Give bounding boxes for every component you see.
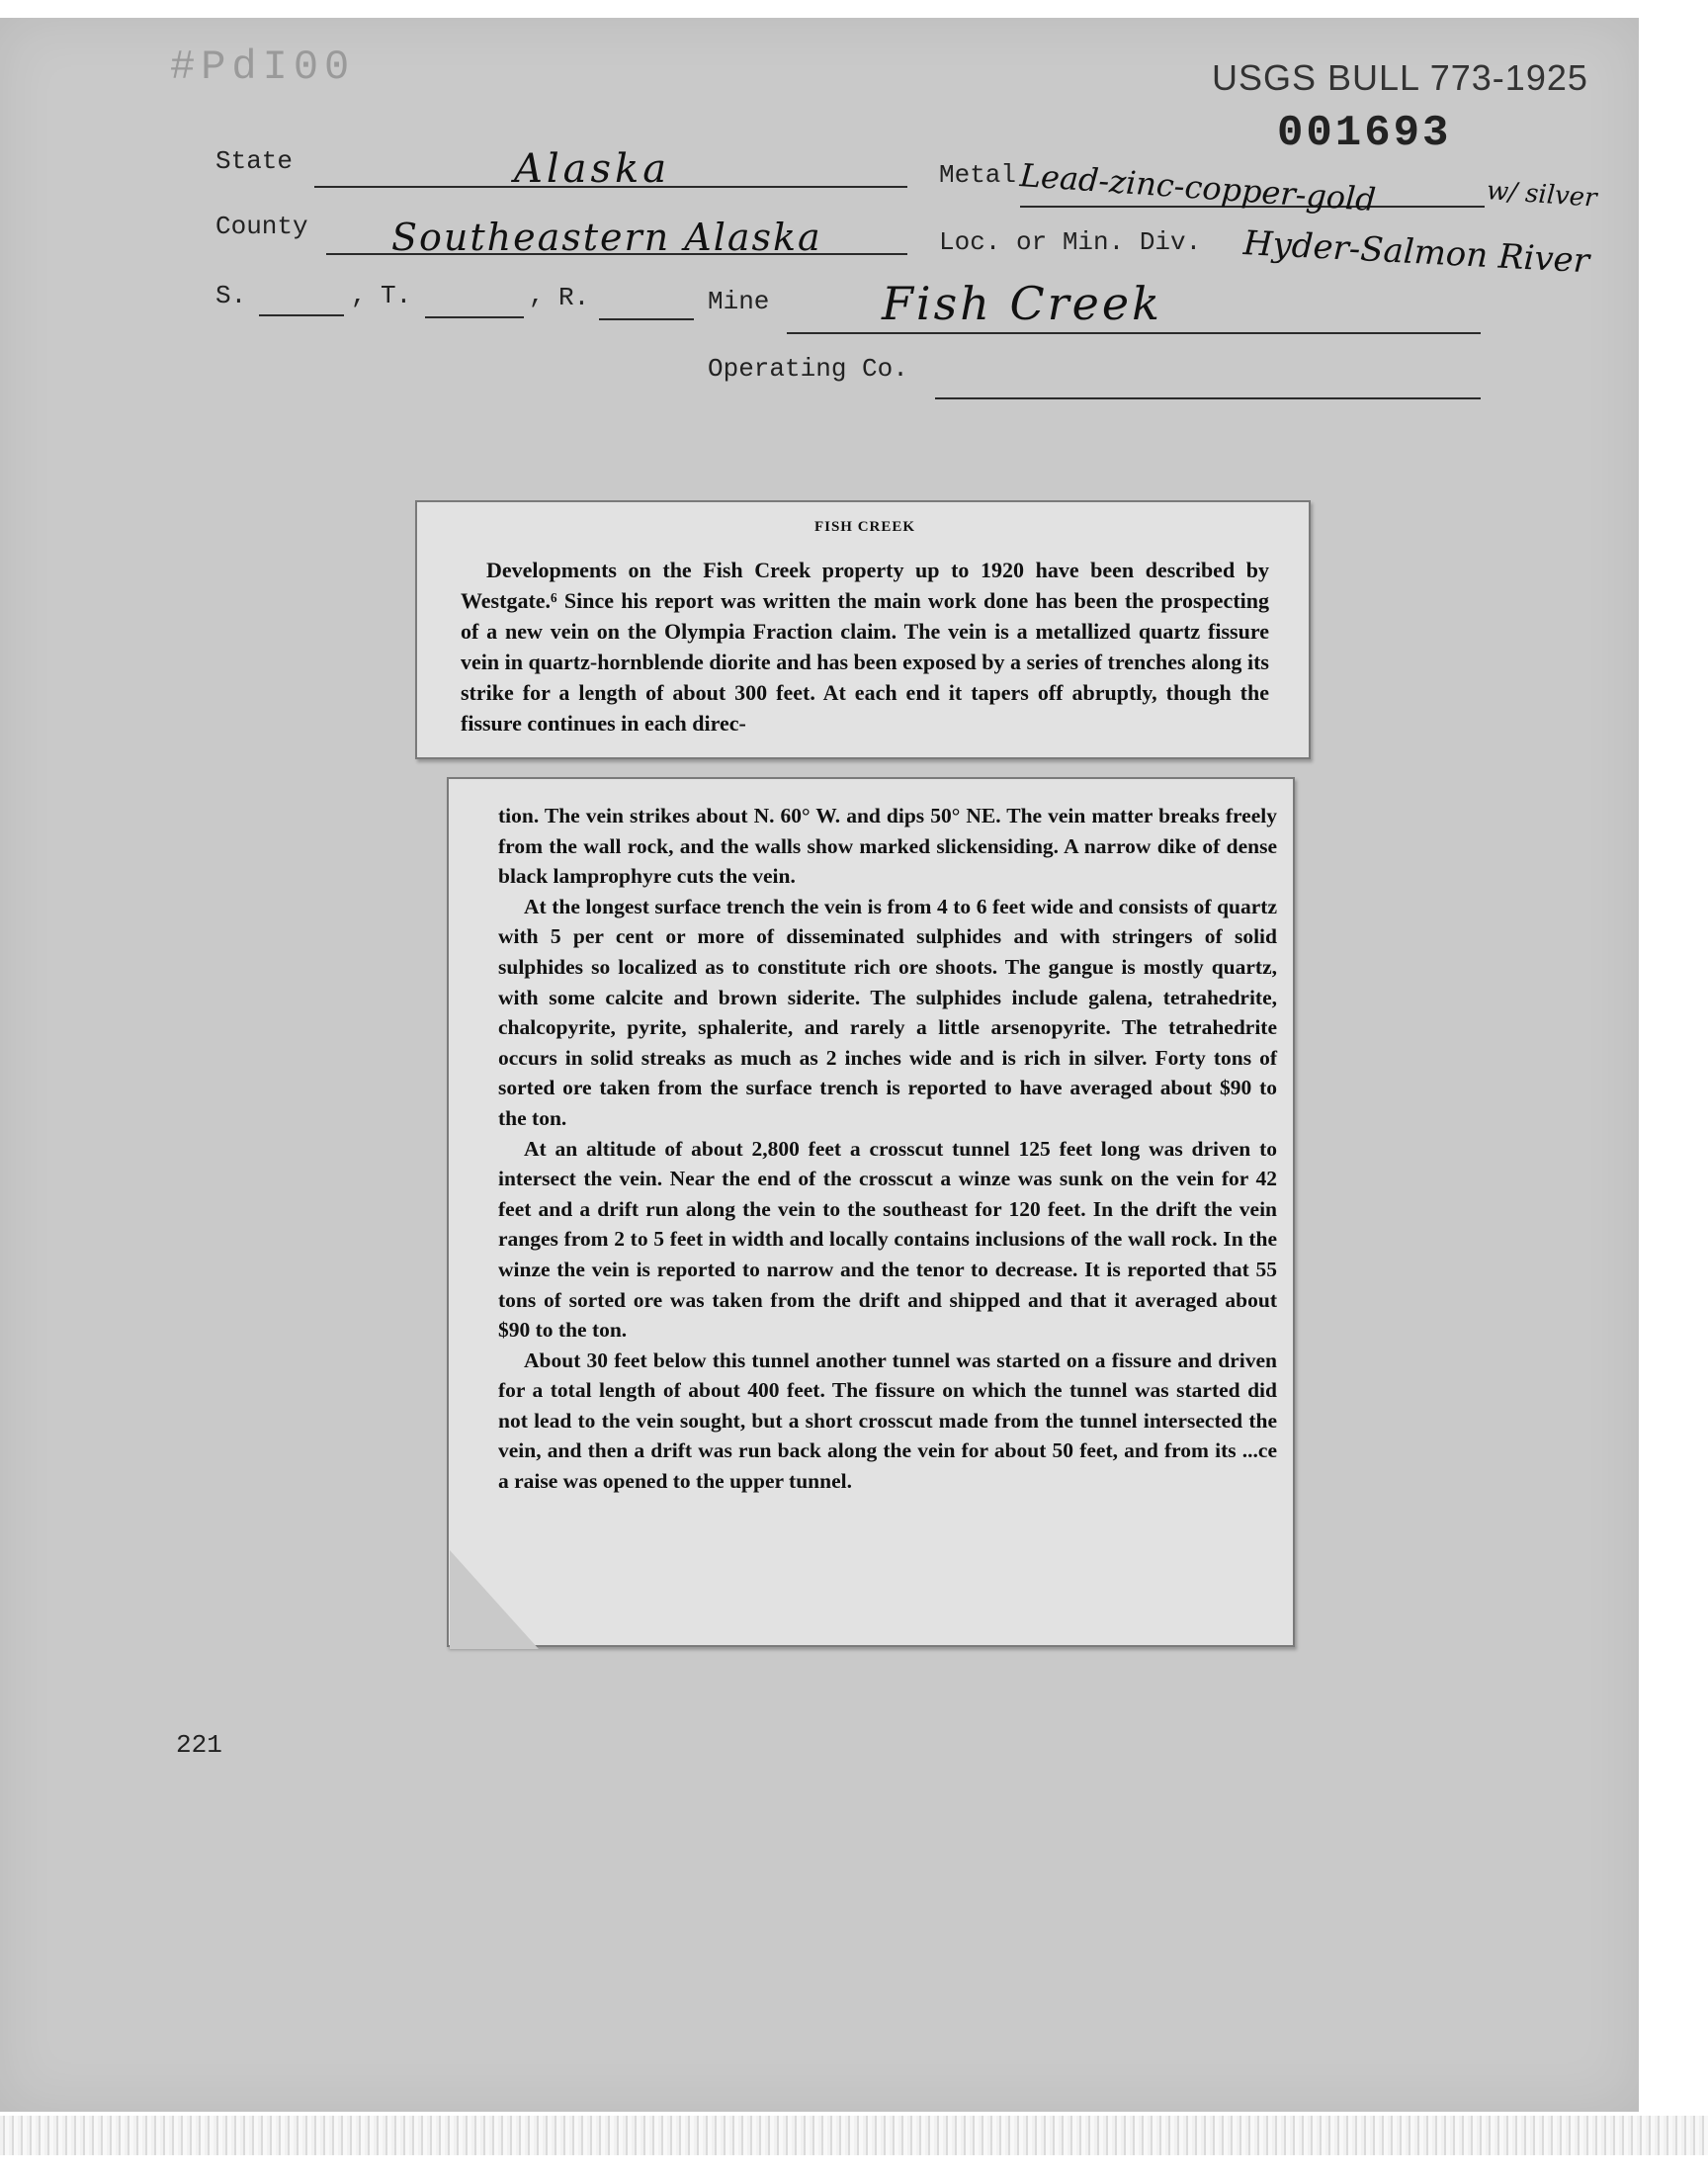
usgs-reference: USGS BULL 773-1925 <box>1212 57 1588 98</box>
metal-value: Lead-zinc-copper-gold <box>1018 156 1378 219</box>
state-value: Alaska <box>514 146 671 192</box>
clipping-paragraph-2: At the longest surface trench the vein is from 4 to 6 feet wide and consists of quartz with 5 per cent or more of disseminated sulphides and with stringers of solid sulphides so localized as to constitute rich ore shoots. The gangue is mostly quartz, with some calcite and brown siderite. The sulphides include galena, tetrahedrite, chalcopyrite, pyrite, sphalerite, and rarely a little arsenopyrite. The tetrahedrite occurs in solid streaks as much as 2 inches wide and is rich in silver. Forty tons of sorted ore taken from the surface trench is reported to have averaged about $90 to the ton. <box>498 894 1277 1130</box>
operating-co-label: Operating Co. <box>708 354 908 384</box>
clipping-top <box>415 500 1311 759</box>
mine-line <box>787 332 1481 334</box>
county-label: County <box>215 212 308 241</box>
scan-artifact-band <box>0 2116 1708 2155</box>
clipping-top-text: Developments on the Fish Creek property up to 1920 have been described by Westgate.⁶ Since his report was written the main work done has been the prospecting of a new vein on the Olympia Fraction claim. The vein is a metallized quartz fissure vein in quartz-hornblende diorite and has been exposed by a series of trenches along its strike for a length of about 300 feet. At each end it tapers off abruptly, though the fissure continues in each direc- <box>461 558 1269 736</box>
mine-label: Mine <box>708 287 770 316</box>
r-label: R. <box>558 283 590 312</box>
loc-label: Loc. or Min. Div. <box>939 227 1202 257</box>
document-sheet: #PdI00 USGS BULL 773-1925 001693 State Alaska Metal Lead-zinc-copper-gold w/ silver County Southeastern Alaska Loc. or Min. Div. Hyder-Salmon River S. , T. , R. Mine Fish Creek Operating Co. FISH CREEK Developments on the Fish Creek property up to 1920 have been described by Westgate.⁶ Since his report was written the main work done has been the prospecting of a new vein on the Olympia Fraction claim. The vein is a metallized quartz fissure vein in quartz-hornblende diorite and has been exposed by a series of trenches along its strike for a length of about 300 feet. At each end it tapers off abruptly, though the fissure continues in each direc- tion. The vein strikes about N. 60° W. and dips 50° NE. The vein matter breaks freely from the wall rock, and the walls show marked slickensiding. A narrow dike of dense black lamprophyre cuts the vein. At the longest surface trench the vein is from 4 to 6 feet wide and consists of quartz with 5 per cent or more of disseminated sulphides and with stringers of solid sulphides so localized as to constitute rich ore shoots. The gangue is mostly quartz, with some calcite and brown siderite. The sulphides include galena, tetrahedrite, chalcopyrite, pyrite, sphalerite, and rarely a little arsenopyrite. The tetrahedrite occurs in solid streaks as much as 2 inches wide and is rich in silver. Forty tons of sorted ore taken from the surface trench is reported to have averaged about $90 to the ton. At an altitude of about 2,800 feet a crosscut tunnel 125 feet long was driven to intersect the vein. Near the end of the crosscut a winze was sunk on the vein for 42 feet and a drift run along the vein to the southeast for 120 feet. In the drift the vein ranges from 2 to 5 feet in width and locally contains inclusions of the wall rock. In the winze the vein is reported to narrow and the tenor to decrease. It is reported that 55 tons of sorted ore was taken from the drift and shipped and that it averaged about $90 to the ton. About 30 feet below this tunnel another tunnel was started on a fissure and driven for a total length of about 400 feet. The fissure on which the tunnel was started did not lead to the vein sought, but a short crosscut made from the tunnel intersected the vein, and then a drift was run back along the vein for about 50 feet, and from its ...ce a raise was opened to the upper tunnel. 221 <box>0 18 1639 2112</box>
s-line <box>259 314 344 316</box>
clipping-heading: FISH CREEK <box>813 519 916 535</box>
faint-stamp: #PdI00 <box>170 44 356 91</box>
loc-value: Hyder-Salmon River <box>1241 223 1590 282</box>
r-line <box>599 318 694 320</box>
clipping-paragraph-1: tion. The vein strikes about N. 60° W. and dips 50° NE. The vein matter breaks freely from the wall rock, and the walls show marked slickensiding. A narrow dike of dense black lamprophyre cuts the vein. <box>498 804 1277 889</box>
clipping-paragraph-3: At an altitude of about 2,800 feet a crosscut tunnel 125 feet long was driven to intersect the vein. Near the end of the crosscut a winze was sunk on the vein for 42 feet and a drift run along the vein to the southeast for 120 feet. In the drift the vein ranges from 2 to 5 feet in width and locally contains inclusions of the wall rock. In the winze the vein is reported to narrow and the tenor to decrease. It is reported that 55 tons of sorted ore was taken from the drift and shipped and that it averaged about $90 to the ton. <box>498 1136 1277 1343</box>
county-value: Southeastern Alaska <box>391 216 822 259</box>
metal-label: Metal <box>939 160 1017 190</box>
clipping-paragraph-4: About 30 feet below this tunnel another tunnel was started on a fissure and driven for a total length of about 400 feet. The fissure on which the tunnel was started did not lead to the vein sought, but a short crosscut made from the tunnel intersected the vein, and then a drift was run back along the vein for about 50 feet, and from its ...ce a raise was opened to the upper tunnel. <box>498 1348 1277 1494</box>
metal-value-extra: w/ silver <box>1485 176 1598 214</box>
page-number: 221 <box>176 1730 222 1760</box>
s-label: S. <box>215 281 247 310</box>
accession-number: 001693 <box>1277 109 1452 158</box>
torn-corner <box>450 1550 539 1649</box>
t-label: T. <box>381 281 412 310</box>
clipping-bottom <box>447 777 1295 1647</box>
operating-co-line <box>935 397 1481 399</box>
t-line <box>425 316 524 318</box>
mine-value: Fish Creek <box>882 277 1162 330</box>
state-label: State <box>215 146 294 176</box>
